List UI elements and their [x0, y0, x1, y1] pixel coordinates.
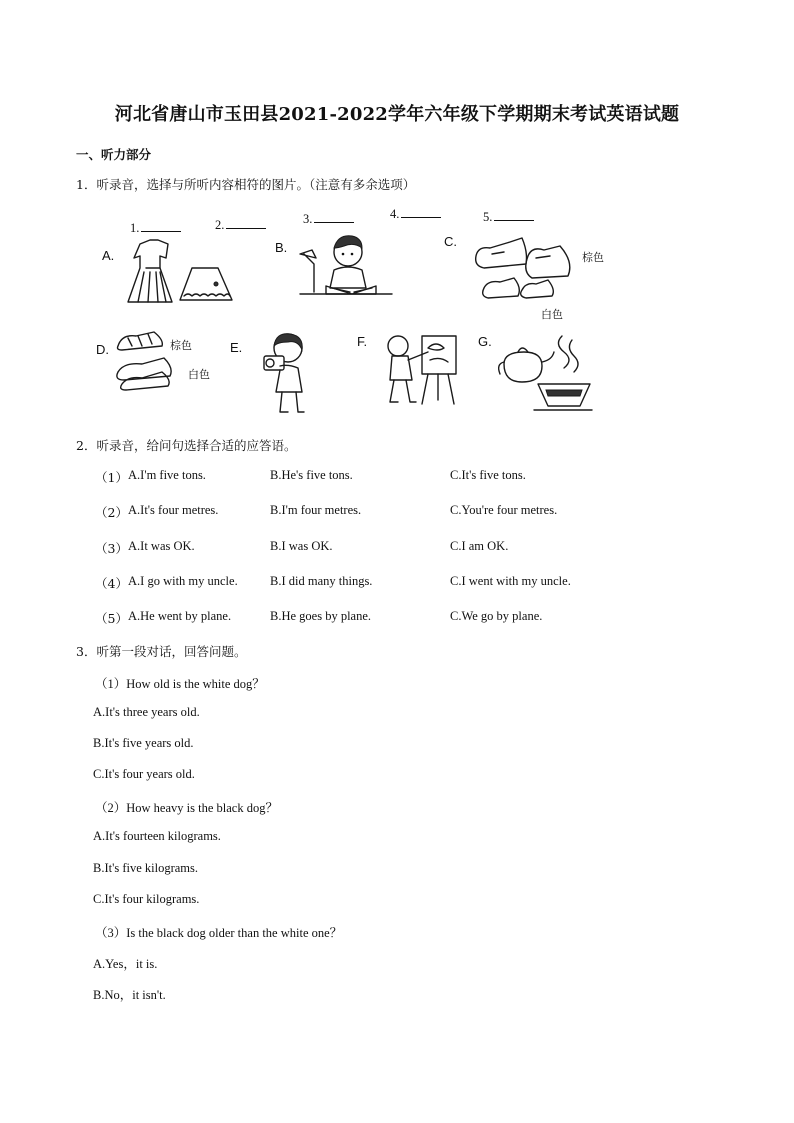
boy-studying-picture-icon	[296, 228, 396, 304]
q3-option[interactable]: B.No，it isn't.	[93, 988, 166, 1002]
q3-sub-question: （2）How heavy is the black dog？	[95, 801, 278, 815]
blank-label: 2.	[215, 218, 225, 232]
q2-option-c[interactable]: C.We go by plane.	[450, 609, 543, 623]
color-note: 棕色	[170, 339, 192, 352]
answer-blank-1[interactable]	[130, 219, 181, 236]
q2-option-a[interactable]: A.I'm five tons.	[128, 468, 206, 482]
section-heading: 一、听力部分	[76, 147, 152, 162]
q3-option[interactable]: B.It's five years old.	[93, 736, 194, 750]
q2-option-b[interactable]: B.He's five tons.	[270, 468, 353, 482]
teapot-cup-picture-icon	[494, 330, 594, 416]
dress-skirt-picture-icon	[122, 238, 238, 310]
q2-option-c[interactable]: C.I am OK.	[450, 539, 509, 553]
shoes-picture-icon	[470, 232, 580, 306]
answer-blank-3[interactable]	[303, 210, 354, 227]
q2-number: （5）	[95, 611, 128, 626]
q2-number: （1）	[95, 470, 128, 485]
q2-option-a[interactable]: A.It was OK.	[128, 539, 195, 553]
blank-label: 5.	[483, 210, 493, 224]
q3-option[interactable]: C.It's four years old.	[93, 767, 195, 781]
color-note: 白色	[188, 368, 210, 381]
q2-number: （3）	[95, 541, 128, 556]
picture-label-d: D.	[96, 342, 109, 357]
color-note: 棕色	[582, 251, 604, 264]
picture-label-c: C.	[444, 234, 457, 249]
blank-label: 3.	[303, 212, 313, 226]
question-3-stem: 3．听第一段对话，回答问题。	[76, 644, 247, 659]
page-title: 河北省唐山市玉田县2021-2022学年六年级下学期期末考试英语试题	[114, 104, 680, 125]
q3-option[interactable]: A.It's three years old.	[93, 705, 200, 719]
picture-label-e: E.	[230, 340, 243, 355]
color-note: 白色	[541, 308, 563, 321]
q3-option[interactable]: C.It's four kilograms.	[93, 892, 200, 906]
q3-option[interactable]: A.Yes，it is.	[93, 957, 158, 971]
blank-label: 4.	[390, 207, 400, 221]
blank-label: 1.	[130, 221, 140, 235]
picture-label-g: G.	[478, 334, 492, 349]
q2-number: （4）	[95, 576, 128, 591]
picture-label-b: B.	[275, 240, 288, 255]
q3-option[interactable]: B.It's five kilograms.	[93, 861, 199, 875]
q2-option-c[interactable]: C.You're four metres.	[450, 503, 558, 517]
q2-option-b[interactable]: B.I was OK.	[270, 539, 333, 553]
q2-option-a[interactable]: A.I go with my uncle.	[128, 574, 238, 588]
camera-girl-picture-icon	[258, 330, 316, 418]
answer-blank-2[interactable]	[215, 216, 266, 233]
picture-label-f: F.	[357, 334, 368, 349]
q2-number: （2）	[95, 505, 128, 520]
q3-sub-question: （1）How old is the white dog？	[95, 677, 265, 691]
painting-boy-picture-icon	[378, 330, 462, 408]
q2-option-b[interactable]: B.He goes by plane.	[270, 609, 372, 623]
q3-option[interactable]: A.It's fourteen kilograms.	[93, 829, 221, 843]
q2-option-b[interactable]: B.I'm four metres.	[270, 503, 362, 517]
question-2-stem: 2．听录音，给问句选择合适的应答语。	[76, 438, 297, 453]
q2-option-b[interactable]: B.I did many things.	[270, 574, 373, 588]
answer-blank-5[interactable]	[483, 208, 534, 225]
picture-label-a: A.	[102, 248, 115, 263]
q3-sub-question: （3）Is the black dog older than the white one？	[95, 926, 343, 940]
q2-option-a[interactable]: A.He went by plane.	[128, 609, 232, 623]
answer-blank-4[interactable]	[390, 205, 441, 222]
sandal-shoes-picture-icon	[114, 330, 176, 392]
q2-option-c[interactable]: C.It's five tons.	[450, 468, 526, 482]
question-1-stem: 1．听录音，选择与所听内容相符的图片。（注意有多余选项）	[76, 177, 416, 192]
q2-option-c[interactable]: C.I went with my uncle.	[450, 574, 571, 588]
q2-option-a[interactable]: A.It's four metres.	[128, 503, 219, 517]
